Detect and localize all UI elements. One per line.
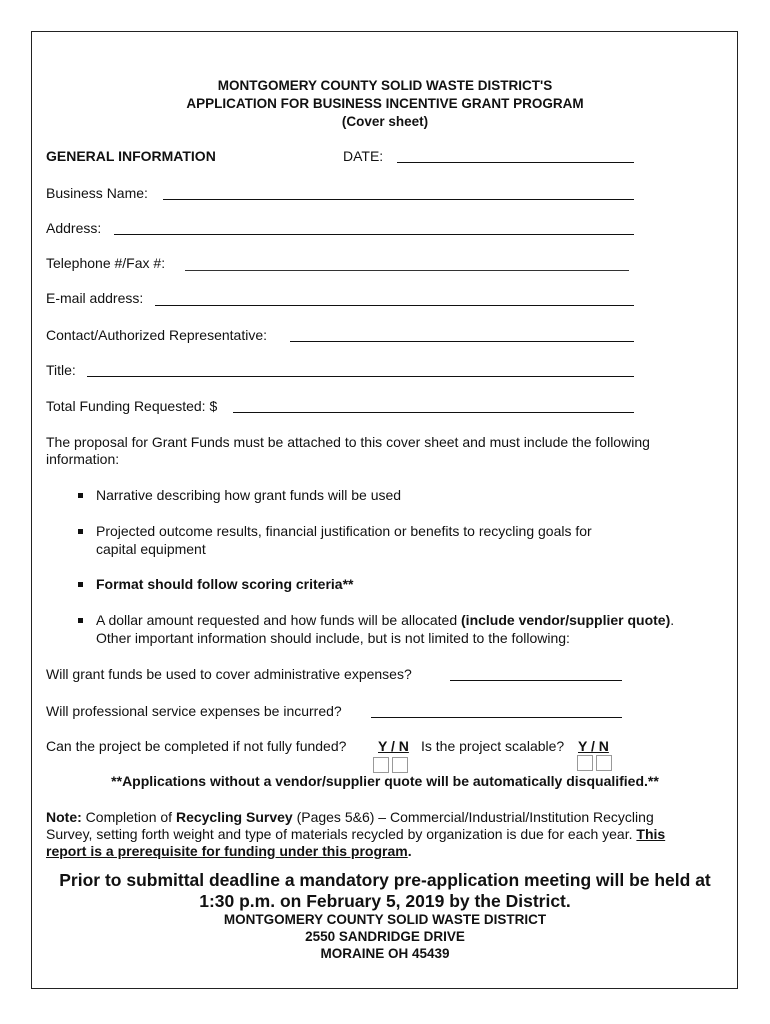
business-name-label: Business Name: (46, 185, 148, 201)
professional-question: Will professional service expenses be incurred? (46, 703, 342, 719)
funding-label: Total Funding Requested: $ (46, 398, 218, 414)
email-field[interactable] (155, 305, 634, 306)
scalable-y-checkbox[interactable] (577, 755, 593, 771)
completed-y-checkbox[interactable] (373, 757, 389, 773)
header-line-3: (Cover sheet) (341, 114, 429, 129)
bullet-icon (78, 493, 83, 498)
title-label: Title: (46, 362, 76, 378)
title-field[interactable] (87, 376, 634, 377)
telephone-field[interactable] (185, 270, 629, 271)
general-info-heading: GENERAL INFORMATION (46, 148, 216, 164)
bullet-projected-line2: capital equipment (96, 541, 206, 557)
completed-question: Can the project be completed if not fully funded? (46, 738, 347, 754)
professional-answer-field[interactable] (371, 717, 622, 718)
district-city: MORAINE OH 45439 (320, 946, 450, 961)
disqualification-warning: **Applications without a vendor/supplier quote will be automatically disqualified.** (111, 773, 659, 789)
note-line-3: report is a prerequisite for funding under this program. (46, 843, 412, 859)
district-name: MONTGOMERY COUNTY SOLID WASTE DISTRICT (223, 912, 547, 927)
note-line-1: Note: Completion of Recycling Survey (Pages 5&6) – Commercial/Industrial/Institution Recycling (46, 809, 654, 825)
funding-field[interactable] (233, 412, 634, 413)
bullet-projected-line1: Projected outcome results, financial justification or benefits to recycling goals for (96, 523, 592, 539)
bullet-dollar-line2: Other important information should include, but is not limited to the following: (96, 630, 570, 646)
address-label: Address: (46, 220, 102, 236)
header-line-1: MONTGOMERY COUNTY SOLID WASTE DISTRICT'S (217, 78, 553, 93)
admin-question: Will grant funds be used to cover administrative expenses? (46, 666, 412, 682)
scalable-yn[interactable]: Y / N (578, 738, 609, 754)
header-line-2: APPLICATION FOR BUSINESS INCENTIVE GRANT PROGRAM (186, 96, 584, 111)
bullet-icon (78, 582, 83, 587)
completed-n-checkbox[interactable] (392, 757, 408, 773)
completed-yn[interactable]: Y / N (378, 738, 409, 754)
bullet-format: Format should follow scoring criteria** (96, 576, 354, 592)
bullet-narrative: Narrative describing how grant funds will be used (96, 487, 402, 503)
date-field[interactable] (397, 162, 634, 163)
note-line-2: Survey, setting forth weight and type of materials recycled by organization is due for each year. This (46, 826, 666, 842)
deadline-line-1: Prior to submittal deadline a mandatory pre-application meeting will be held at (59, 870, 711, 890)
business-name-field[interactable] (163, 199, 634, 200)
telephone-label: Telephone #/Fax #: (46, 255, 166, 271)
deadline-line-2: 1:30 p.m. on February 5, 2019 by the District. (199, 891, 571, 911)
address-field[interactable] (114, 234, 634, 235)
district-street: 2550 SANDRIDGE DRIVE (305, 929, 465, 944)
email-label: E-mail address: (46, 290, 144, 306)
date-label: DATE: (343, 148, 384, 164)
bullet-icon (78, 618, 83, 623)
scalable-n-checkbox[interactable] (596, 755, 612, 771)
bullet-dollar-line1: A dollar amount requested and how funds will be allocated (include vendor/supplier quote). (96, 612, 675, 628)
scalable-question: Is the project scalable? (421, 738, 565, 754)
proposal-intro: The proposal for Grant Funds must be attached to this cover sheet and must include the following information: (46, 434, 650, 467)
contact-field[interactable] (290, 341, 634, 342)
admin-answer-field[interactable] (450, 680, 622, 681)
bullet-icon (78, 529, 83, 534)
contact-label: Contact/Authorized Representative: (46, 327, 268, 343)
